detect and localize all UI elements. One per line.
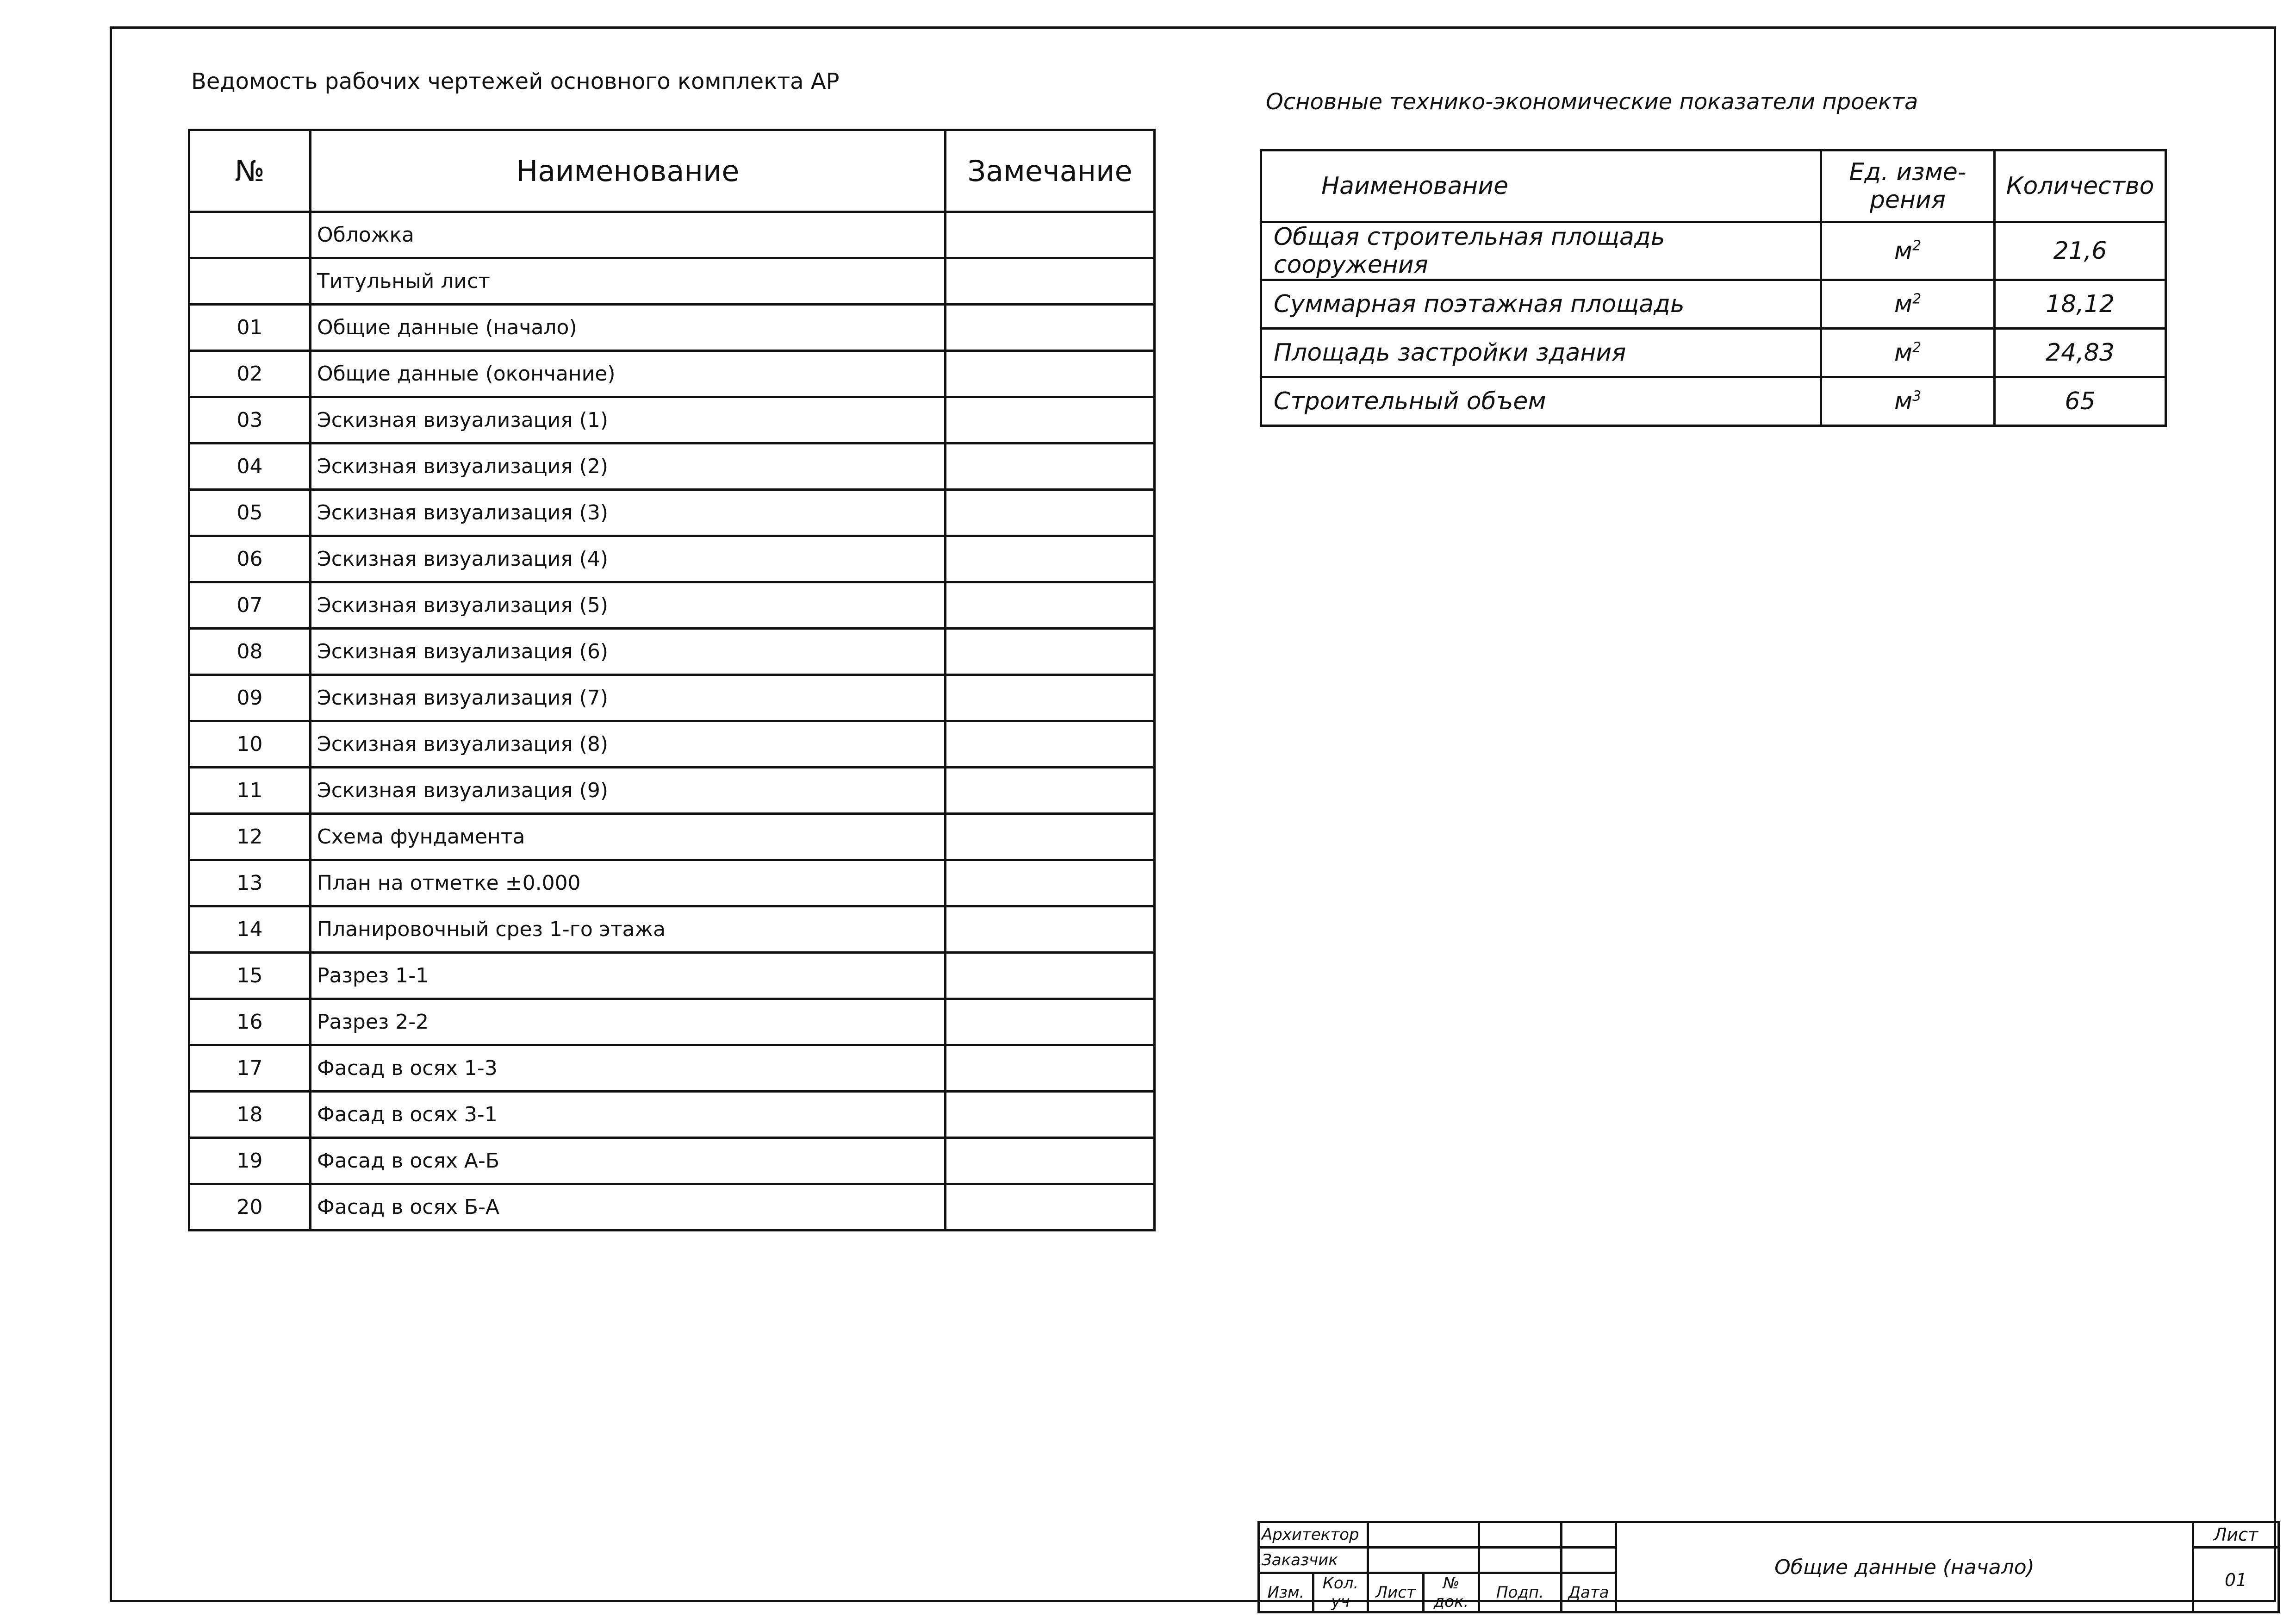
unit-symbol: м (1894, 339, 1913, 367)
table-row (189, 305, 1155, 351)
row-note (946, 1092, 1155, 1138)
customer-date-cell (1562, 1548, 1616, 1573)
table-row (189, 490, 1155, 536)
indicator-row (1261, 377, 2166, 426)
table-row (189, 258, 1155, 305)
header-num: № (189, 130, 311, 212)
header-name: Наименование (311, 130, 946, 212)
indicator-qty: 21,6 (1995, 222, 2166, 280)
indicator-name: Общая строительная площадь сооружения (1261, 222, 1821, 280)
drawings-list-table (188, 129, 1156, 1231)
architect-sign-cell (1479, 1522, 1562, 1548)
row-name: Схема фундамента (311, 814, 946, 860)
row-note (946, 212, 1155, 258)
sheet-number: 01 (2193, 1548, 2279, 1612)
customer-label: Заказчик (1259, 1548, 1368, 1573)
row-name: Разрез 2-2 (311, 999, 946, 1045)
unit-power: 2 (1912, 291, 1922, 307)
row-name: Эскизная визуализация (7) (311, 675, 946, 721)
row-note (946, 397, 1155, 443)
row-number: 18 (189, 1092, 311, 1138)
row-note (946, 305, 1155, 351)
row-name: Фасад в осях 1-3 (311, 1045, 946, 1092)
sheet-label: Лист (2193, 1522, 2279, 1548)
unit-power: 3 (1912, 388, 1922, 405)
table-row (189, 582, 1155, 629)
row-number: 15 (189, 953, 311, 999)
col-podp: Подп. (1479, 1573, 1562, 1612)
row-number: 16 (189, 999, 311, 1045)
indicators-header-unit (1821, 150, 1995, 222)
row-name: Обложка (311, 212, 946, 258)
row-note (946, 814, 1155, 860)
table-row (189, 999, 1155, 1045)
unit-symbol: м (1894, 387, 1913, 415)
row-note (946, 1184, 1155, 1230)
row-number: 03 (189, 397, 311, 443)
customer-name-cell (1368, 1548, 1479, 1573)
table-row (189, 1092, 1155, 1138)
indicators-header-row (1261, 150, 2166, 222)
drawings-list-caption: Ведомость рабочих чертежей основного комплекта АР (191, 69, 840, 94)
table-row (189, 814, 1155, 860)
architect-date-cell (1562, 1522, 1616, 1548)
architect-label: Архитектор (1259, 1522, 1368, 1548)
row-note (946, 1138, 1155, 1184)
table-row (189, 212, 1155, 258)
table-row (189, 721, 1155, 768)
indicators-table (1260, 149, 2167, 427)
row-name: Эскизная визуализация (5) (311, 582, 946, 629)
row-number: 04 (189, 443, 311, 490)
row-number: 02 (189, 351, 311, 397)
row-note (946, 860, 1155, 906)
table-row (189, 397, 1155, 443)
row-name: Фасад в осях Б-А (311, 1184, 946, 1230)
row-name: Эскизная визуализация (9) (311, 768, 946, 814)
row-number: 19 (189, 1138, 311, 1184)
row-number: 10 (189, 721, 311, 768)
table-row (189, 351, 1155, 397)
indicator-row (1261, 280, 2166, 329)
document-title: Общие данные (начало) (1616, 1522, 2193, 1612)
table-row (189, 443, 1155, 490)
indicator-qty: 18,12 (1995, 280, 2166, 329)
row-name: Эскизная визуализация (1) (311, 397, 946, 443)
unit-header-line2: рения (1869, 186, 1946, 214)
indicators-caption: Основные технико-экономические показатели проекта (1266, 89, 1918, 115)
unit-power: 2 (1912, 339, 1922, 356)
row-note (946, 721, 1155, 768)
indicator-unit (1821, 329, 1995, 377)
indicator-row (1261, 222, 2166, 280)
row-name: Эскизная визуализация (8) (311, 721, 946, 768)
row-name: Общие данные (начало) (311, 305, 946, 351)
row-name: Эскизная визуализация (4) (311, 536, 946, 582)
row-note (946, 490, 1155, 536)
row-number: 17 (189, 1045, 311, 1092)
row-note (946, 351, 1155, 397)
row-number: 08 (189, 629, 311, 675)
header-note: Замечание (946, 130, 1155, 212)
indicator-unit (1821, 222, 1995, 280)
architect-name-cell (1368, 1522, 1479, 1548)
row-number: 06 (189, 536, 311, 582)
drawings-header-row (189, 130, 1155, 212)
row-name: Планировочный срез 1-го этажа (311, 906, 946, 953)
row-name: Эскизная визуализация (2) (311, 443, 946, 490)
row-number: 05 (189, 490, 311, 536)
row-note (946, 906, 1155, 953)
col-kol-uch: Кол. уч (1313, 1573, 1368, 1612)
row-number: 14 (189, 906, 311, 953)
row-number: 11 (189, 768, 311, 814)
row-number: 13 (189, 860, 311, 906)
col-n-dok: № док. (1424, 1573, 1479, 1612)
col-list: Лист (1368, 1573, 1424, 1612)
unit-header-line1: Ед. изме- (1849, 158, 1966, 186)
col-izm: Изм. (1259, 1573, 1313, 1612)
unit-power: 2 (1912, 237, 1922, 254)
row-number: 20 (189, 1184, 311, 1230)
row-note (946, 443, 1155, 490)
table-row (189, 860, 1155, 906)
row-number (189, 212, 311, 258)
row-number: 12 (189, 814, 311, 860)
row-note (946, 629, 1155, 675)
row-number (189, 258, 311, 305)
row-name: Фасад в осях 3-1 (311, 1092, 946, 1138)
table-row (189, 536, 1155, 582)
customer-sign-cell (1479, 1548, 1562, 1573)
row-note (946, 536, 1155, 582)
indicator-qty: 65 (1995, 377, 2166, 426)
indicator-qty: 24,83 (1995, 329, 2166, 377)
indicators-header-qty: Количество (1995, 150, 2166, 222)
row-name: Титульный лист (311, 258, 946, 305)
indicator-name: Строительный объем (1261, 377, 1821, 426)
row-name: План на отметке ±0.000 (311, 860, 946, 906)
row-number: 09 (189, 675, 311, 721)
row-note (946, 999, 1155, 1045)
table-row (189, 1184, 1155, 1230)
table-row (189, 1138, 1155, 1184)
row-name: Разрез 1-1 (311, 953, 946, 999)
col-data: Дата (1562, 1573, 1616, 1612)
row-note (946, 582, 1155, 629)
table-row (189, 953, 1155, 999)
unit-symbol: м (1894, 237, 1913, 265)
indicator-name: Суммарная поэтажная площадь (1261, 280, 1821, 329)
table-row (189, 675, 1155, 721)
row-name: Эскизная визуализация (3) (311, 490, 946, 536)
table-row (189, 906, 1155, 953)
unit-symbol: м (1894, 290, 1913, 318)
title-block (1257, 1521, 2280, 1613)
indicator-unit (1821, 377, 1995, 426)
row-note (946, 953, 1155, 999)
indicators-header-name: Наименование (1261, 150, 1821, 222)
row-name: Общие данные (окончание) (311, 351, 946, 397)
row-note (946, 675, 1155, 721)
table-row (189, 768, 1155, 814)
row-note (946, 258, 1155, 305)
row-number: 01 (189, 305, 311, 351)
table-row (189, 1045, 1155, 1092)
table-row (189, 629, 1155, 675)
indicator-name: Площадь застройки здания (1261, 329, 1821, 377)
row-number: 07 (189, 582, 311, 629)
row-name: Фасад в осях А-Б (311, 1138, 946, 1184)
row-name: Эскизная визуализация (6) (311, 629, 946, 675)
indicator-row (1261, 329, 2166, 377)
row-note (946, 1045, 1155, 1092)
row-note (946, 768, 1155, 814)
indicator-unit (1821, 280, 1995, 329)
